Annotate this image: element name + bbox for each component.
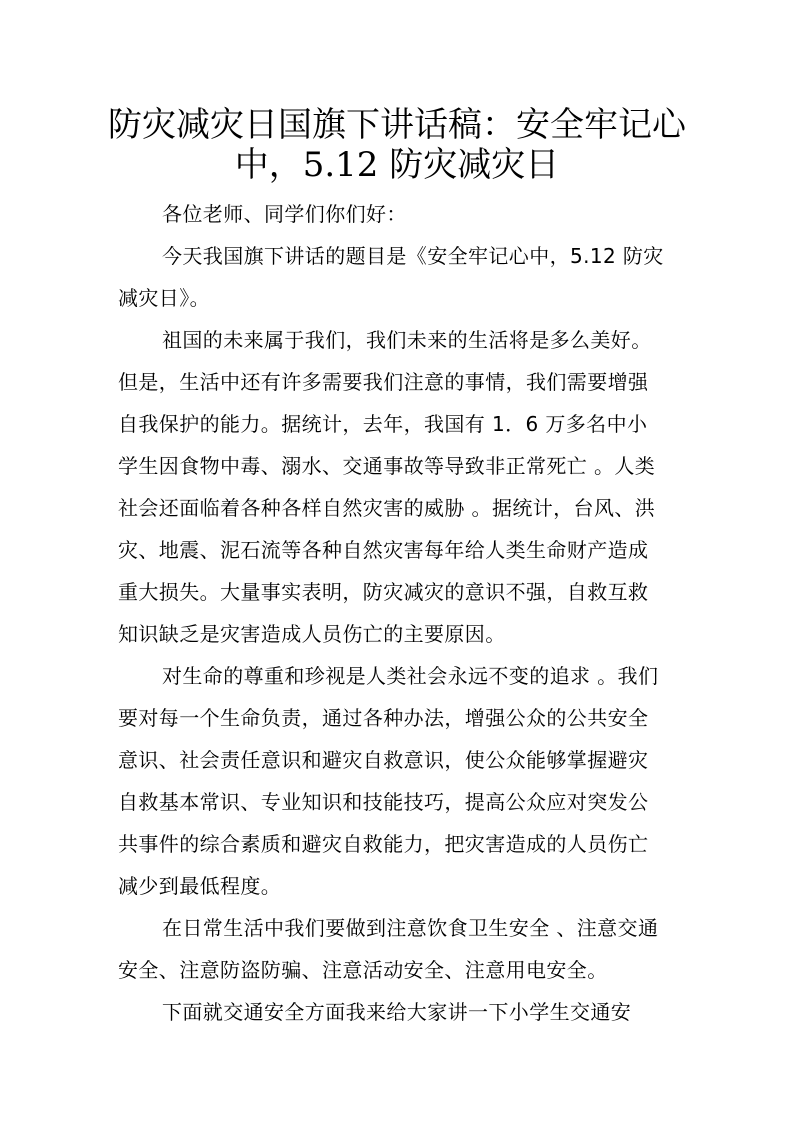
paragraph-2-line-2: 但是，生活中还有许多需要我们注意的事情，我们需要增强 [118,370,649,394]
paragraph-3-line-3: 意识、社会责任意识和避灾自救意识，使公众能够掌握避灾 [118,748,649,772]
paragraph-1-line-1: 今天我国旗下讲话的题目是《安全牢记心中，5.12 防灾 [162,244,664,268]
paragraph-3-line-6: 减少到最低程度。 [118,874,282,898]
paragraph-2-line-8: 知识缺乏是灾害造成人员伤亡的主要原因。 [118,622,506,646]
paragraph-2-line-7: 重大损失。大量事实表明，防灾减灾的意识不强，自救互救 [118,580,649,604]
greeting-line: 各位老师、同学们你们好： [162,202,407,226]
paragraph-3-line-5: 共事件的综合素质和避灾自救能力，把灾害造成的人员伤亡 [118,832,649,856]
paragraph-1-line-2: 减灾日》。 [118,286,210,310]
paragraph-2-line-5: 社会还面临着各种各样自然灾害的威胁 。据统计，台风、洪 [118,496,656,520]
paragraph-3-line-1: 对生命的尊重和珍视是人类社会永远不变的追求 。我们 [162,664,659,688]
paragraph-3-line-2: 要对每一个生命负责，通过各种办法，增强公众的公共安全 [118,706,649,730]
paragraph-2-line-1: 祖国的未来属于我们，我们未来的生活将是多么美好。 [162,328,652,352]
paragraph-2-line-3: 自我保护的能力。据统计，去年，我国有 1．6 万多名中小 [118,412,648,436]
paragraph-3-line-4: 自救基本常识、专业知识和技能技巧，提高公众应对突发公 [118,790,649,814]
paragraph-4-line-2: 安全、注意防盗防骗、注意活动安全、注意用电安全。 [118,958,608,982]
paragraph-2-line-6: 灾、地震、泥石流等各种自然灾害每年给人类生命财产造成 [118,538,649,562]
page-title-line-1: 防灾减灾日国旗下讲话稿：安全牢记心 [108,105,686,145]
paragraph-4-line-1: 在日常生活中我们要做到注意饮食卫生安全 、注意交通 [162,916,659,940]
paragraph-2-line-4: 学生因食物中毒、溺水、交通事故等导致非正常死亡 。人类 [118,454,656,478]
paragraph-5-line-1: 下面就交通安全方面我来给大家讲一下小学生交通安 [162,1000,632,1024]
page-title-line-2: 中，5.12 防灾减灾日 [234,145,560,185]
